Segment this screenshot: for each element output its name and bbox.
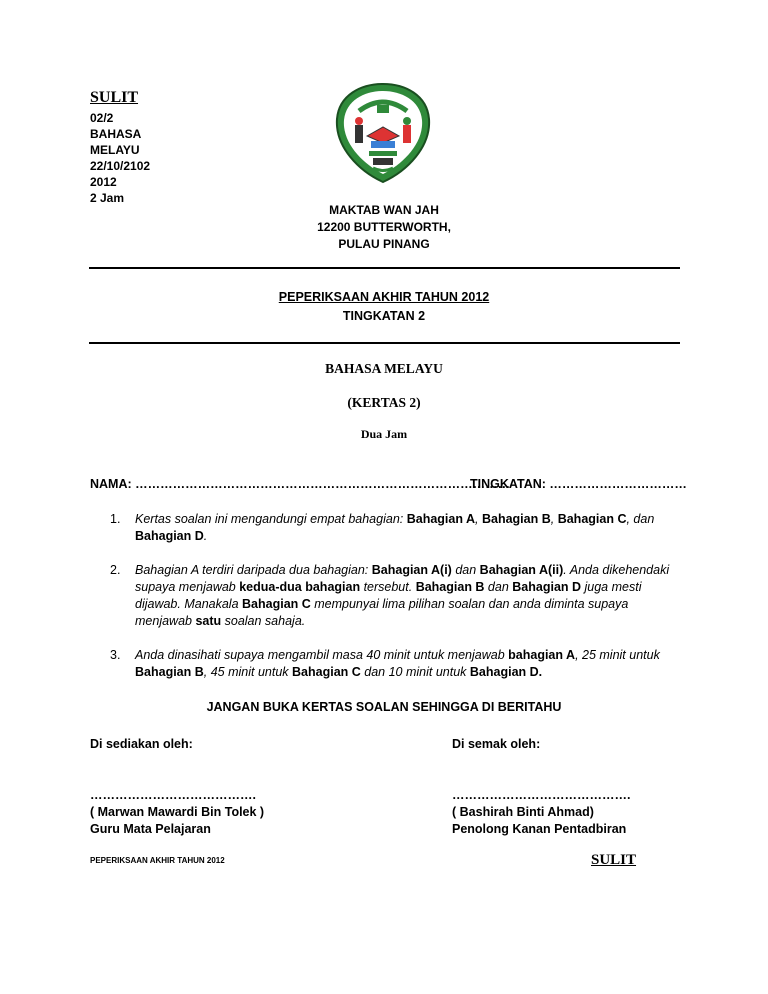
school-name: MAKTAB WAN JAH <box>329 203 439 217</box>
checked-by-role: Penolong Kanan Pentadbiran <box>452 822 627 836</box>
exam-duration: 2 Jam <box>90 191 125 205</box>
instruction-number: 1. <box>110 512 121 526</box>
school-crest-icon <box>333 81 433 185</box>
school-address <box>234 202 534 253</box>
checked-by-label: Di semak oleh: <box>452 737 541 751</box>
instruction-item <box>110 562 680 630</box>
divider-bottom <box>89 342 680 344</box>
prepared-by-signature-line: …………………………………. <box>90 788 256 802</box>
prepared-by-name: ( Marwan Mawardi Bin Tolek ) <box>90 805 265 819</box>
exam-form: TINGKATAN 2 <box>342 309 426 323</box>
paper-code-block <box>90 110 150 206</box>
instruction-number: 3. <box>110 648 121 662</box>
prepared-by-role: Guru Mata Pelajaran <box>90 822 211 836</box>
instruction-item <box>110 511 680 545</box>
checked-by-signature-line: ……………………………………. <box>452 788 631 802</box>
footer-exam-title: PEPERIKSAAN AKHIR TAHUN 2012 <box>90 856 225 865</box>
form-field: TINGKATAN: …………………………… <box>470 477 687 491</box>
school-address-line-1: 12200 BUTTERWORTH, <box>317 220 451 234</box>
instruction-number: 2. <box>110 563 121 577</box>
sulit-label-bottom: SULIT <box>591 852 637 868</box>
paper-time: Dua Jam <box>360 427 408 441</box>
exam-date: 22/10/2102 <box>90 159 151 173</box>
subject-line-2: MELAYU <box>90 143 140 157</box>
subject-line-1: BAHASA <box>90 127 142 141</box>
prepared-by-label: Di sediakan oleh: <box>90 737 193 751</box>
instruction-item <box>110 647 680 681</box>
instruction-text: Anda dinasihati supaya mengambil masa 40 minit untuk menjawab bahagian A, 25 minit untuk Bahagian B, 45 minit untuk Bahagian C dan 10 minit untuk Bahagian D. <box>135 648 660 679</box>
school-address-line-2: PULAU PINANG <box>338 237 430 251</box>
name-field: NAMA: ……………………………………………………………………………… <box>90 477 511 491</box>
paper-code: 02/2 <box>90 111 114 125</box>
instructions-list <box>110 511 680 698</box>
instruction-text: Kertas soalan ini mengandungi empat bahagian: Bahagian A, Bahagian B, Bahagian C, dan Bahagian D. <box>135 512 655 543</box>
instruction-text: Bahagian A terdiri daripada dua bahagian: Bahagian A(i) dan Bahagian A(ii). Anda dikehendaki supaya menjawab kedua-dua bahagian tersebut. Bahagian B dan Bahagian D juga mesti dijawab. Manakala Bahagian C mempunyai lima pilihan soalan dan anda diminta supaya menjawab satu soalan sahaja. <box>135 563 670 628</box>
divider-top <box>89 267 680 269</box>
exam-year: 2012 <box>90 175 117 189</box>
checked-by-name: ( Bashirah Binti Ahmad) <box>452 805 594 819</box>
paper-subject: BAHASA MELAYU <box>325 361 443 376</box>
exam-heading <box>234 288 534 326</box>
sulit-label-top: SULIT <box>90 89 139 106</box>
warning-notice: JANGAN BUKA KERTAS SOALAN SEHINGGA DI BERITAHU <box>206 700 562 714</box>
paper-number: (KERTAS 2) <box>347 395 421 410</box>
exam-title: PEPERIKSAAN AKHIR TAHUN 2012 <box>278 290 490 304</box>
